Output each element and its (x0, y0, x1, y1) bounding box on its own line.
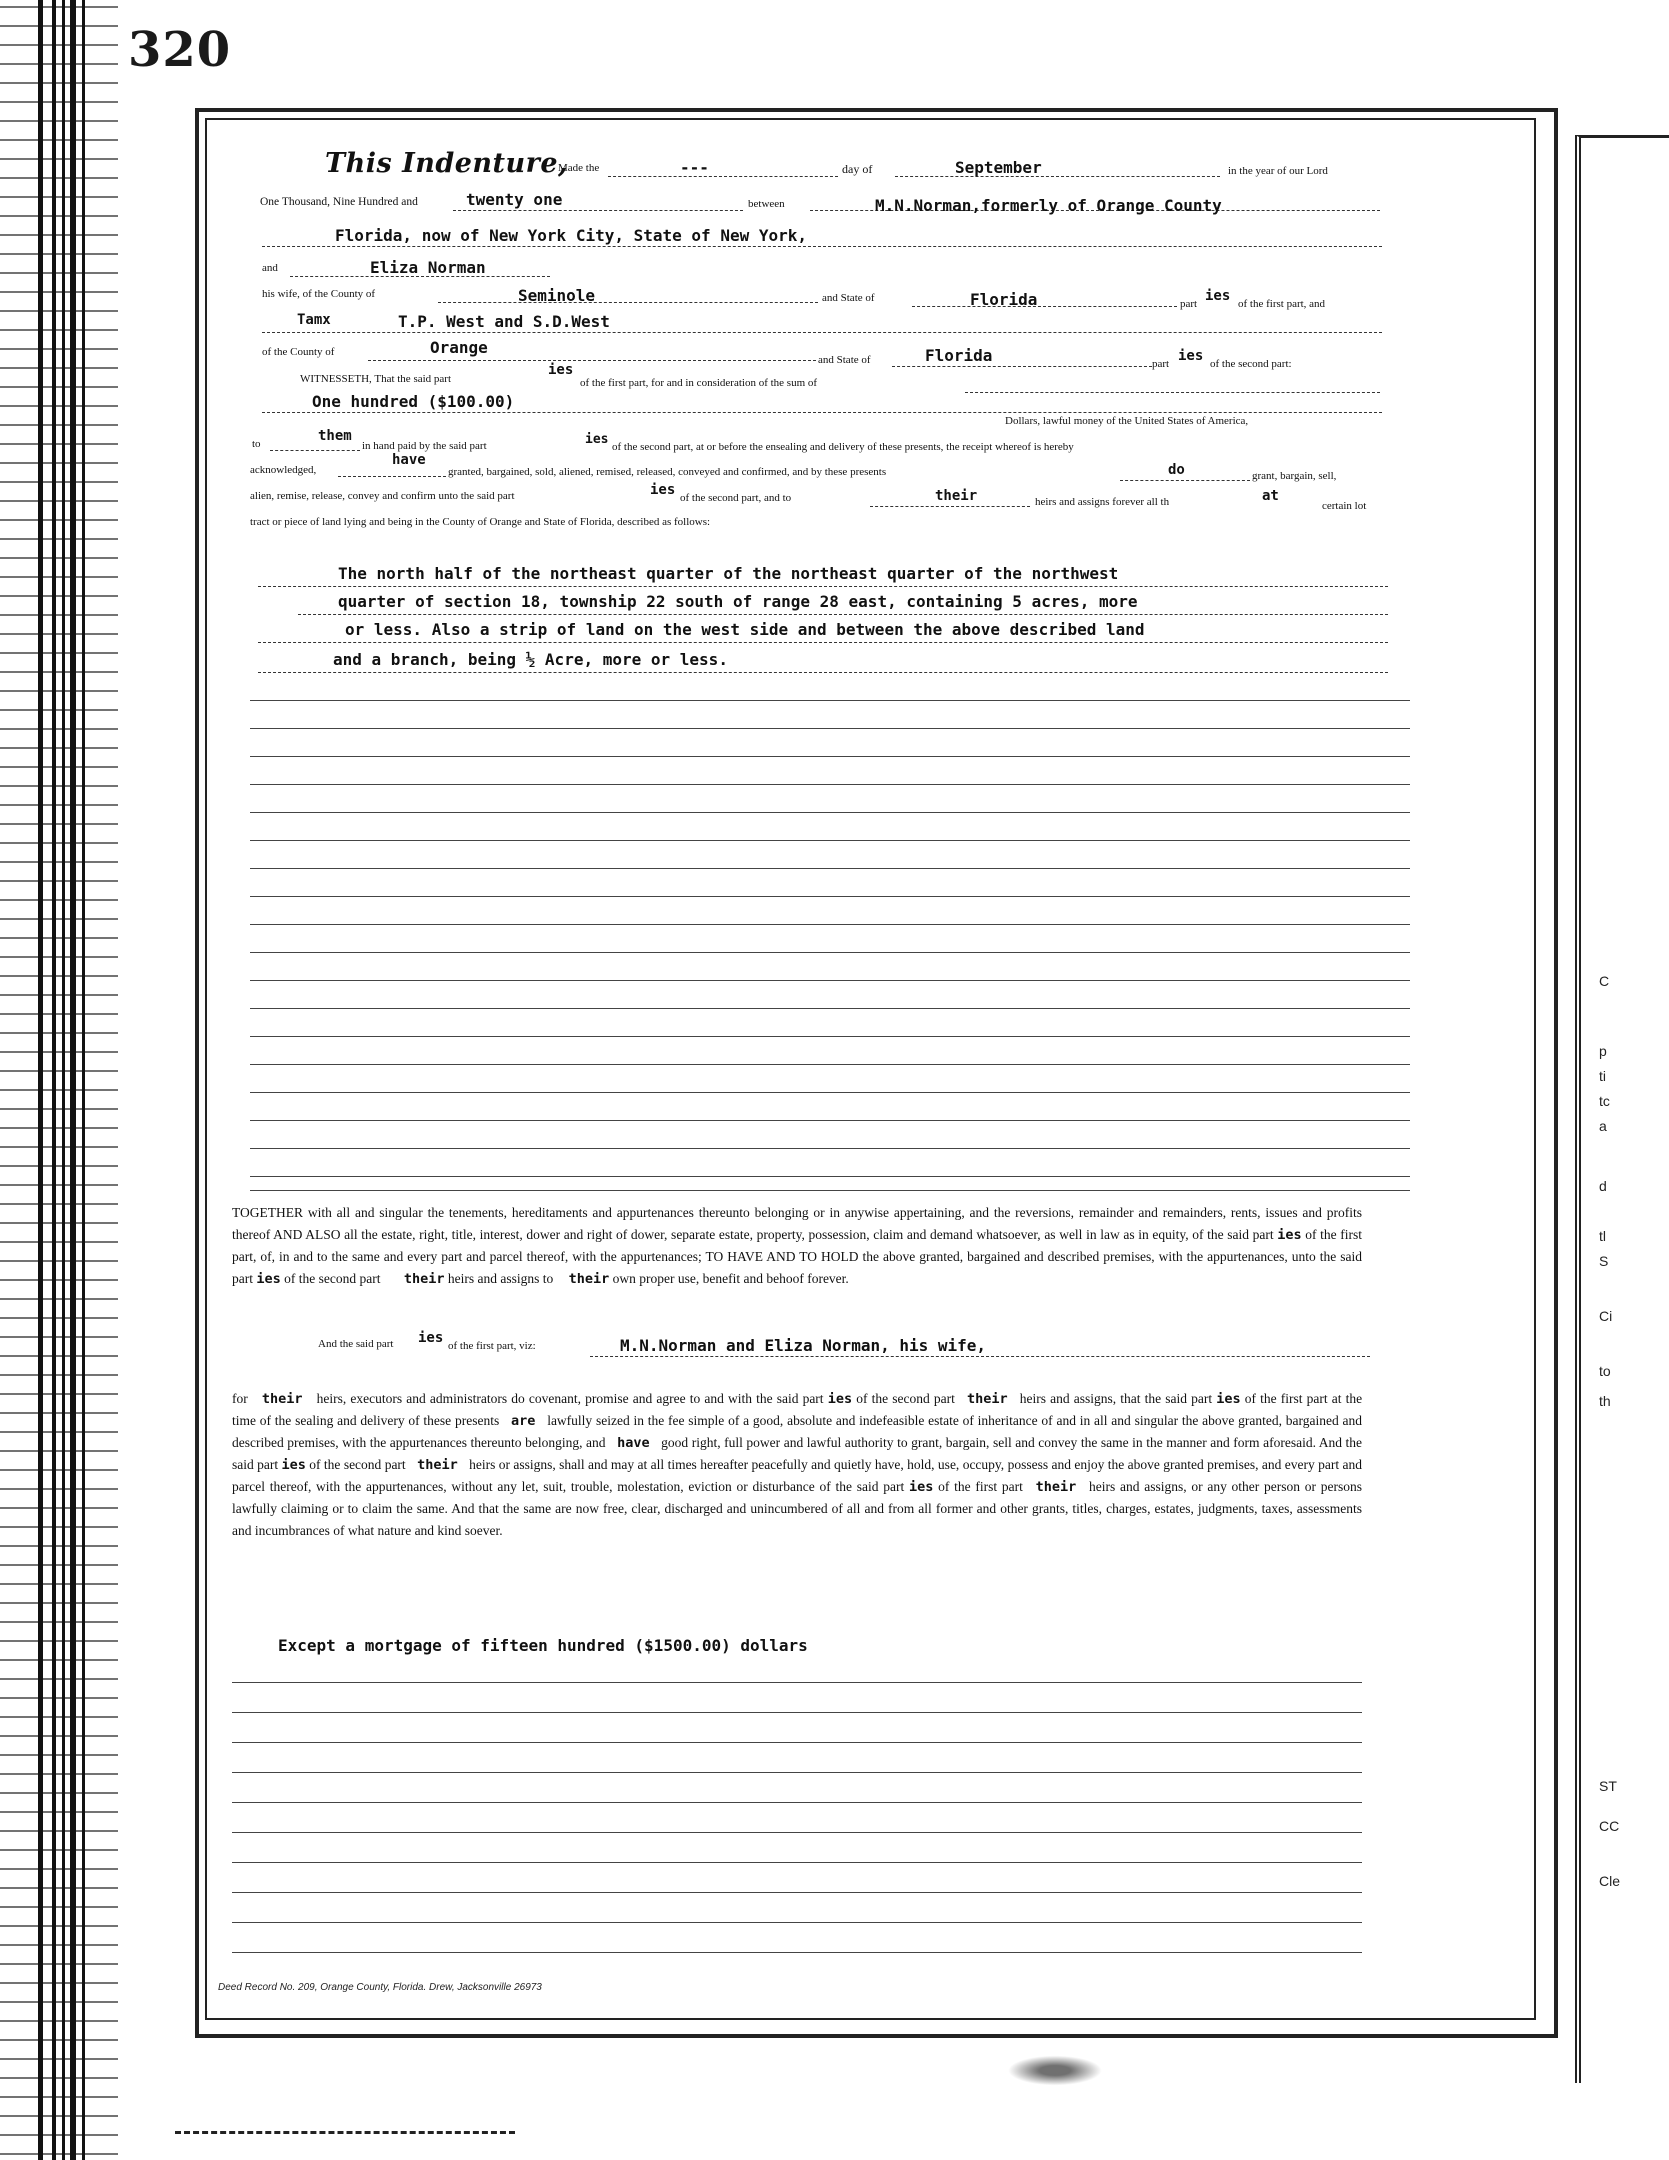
legal-description-line: quarter of section 18, township 22 south of range 28 east, containing 5 acres, more (338, 592, 1138, 611)
grantee-state: Florida (925, 346, 993, 365)
page-number: 320 (128, 22, 232, 78)
grantor-county: Seminole (518, 286, 596, 305)
page-edge-mark (175, 2131, 515, 2134)
together-paragraph: TOGETHER with all and singular the tenements, hereditaments and appurtenances thereunto belonging or in anywise appertaining, and the reversions, remainder and remainders, rents, issues and profits thereof AND ALSO all the estate, right, title, interest, dower and right of dower, separate estate, property, possession, claim and demand whatsoever, as well in law as in equity, of the said part ies of the first part, of, in and to the same and every part and parcel thereof, with the appurtenances; TO HAVE AND TO HOLD the above granted, bargained and described premises, with the appurtenances, unto the said part ies of the second part their heirs and assigns to their own proper use, benefit and behoof forever. (232, 1205, 1362, 1287)
day-value: --- (680, 158, 709, 177)
grantor-names-covenant: M.N.Norman and Eliza Norman, his wife, (620, 1336, 987, 1355)
exception-clause: Except a mortgage of fifteen hundred ($1500.00) dollars (278, 1636, 808, 1655)
month-value: September (955, 158, 1042, 177)
form-imprint: Deed Record No. 209, Orange County, Florida. Drew, Jacksonville 26973 (218, 1982, 542, 1993)
ink-smudge (1000, 2053, 1110, 2088)
grantor-state: Florida (970, 290, 1038, 309)
adjacent-page-edge: C p ti tc a d tl S Ci to th ST CC Cle (1575, 135, 1669, 2083)
grantor-name: M.N.Norman,formerly of Orange County (875, 196, 1222, 215)
grantee-names: T.P. West and S.D.West (398, 312, 610, 331)
document-title: This Indenture, (325, 148, 568, 179)
legal-description-line: and a branch, being ½ Acre, more or less. (333, 650, 728, 669)
legal-description-line: The north half of the northeast quarter of the northeast quarter of the northwest (338, 564, 1119, 583)
legal-description-line: or less. Also a strip of land on the west side and between the above described land (345, 620, 1145, 639)
grantor-wife: Eliza Norman (370, 258, 486, 277)
book-binding-edge (0, 0, 118, 2160)
covenant-paragraph: for their heirs, executors and administrators do covenant, promise and agree to and with the said part ies of the second part their heirs and assigns, that the said part ies of the first part at the time of the sealing and delivery of these presents are lawfully seized in the fee simple of a good, absolute and indefeasible estate of inheritance of and in all and singular the above granted, bargained and described premises, with the appurtenances thereunto belonging, and have good right, full power and lawful authority to grant, bargain, sell and convey the same in the manner and form aforesaid. And the said part ies of the second part their heirs or assigns, shall and may at all times hereafter peacefully and quietly have, hold, use, occupy, possess and enjoy the above granted premises, and every part and parcel thereof, with the appurtenances, without any let, suit, trouble, molestation, eviction or disturbance of the said part ies of the first part their heirs and assigns, or any other person or persons lawfully claiming or to claim the same. And that the same are now free, clear, discharged and unincumbered of all and from all former and other grants, titles, charges, estates, judgments, taxes, assessments and incumbrances of what nature and kind soever. (232, 1391, 1363, 1538)
grantee-county: Orange (430, 338, 488, 357)
grantor-residence: Florida, now of New York City, State of New York, (335, 226, 808, 245)
year-value: twenty one (466, 190, 563, 209)
consideration-amount: One hundred ($100.00) (312, 392, 515, 411)
